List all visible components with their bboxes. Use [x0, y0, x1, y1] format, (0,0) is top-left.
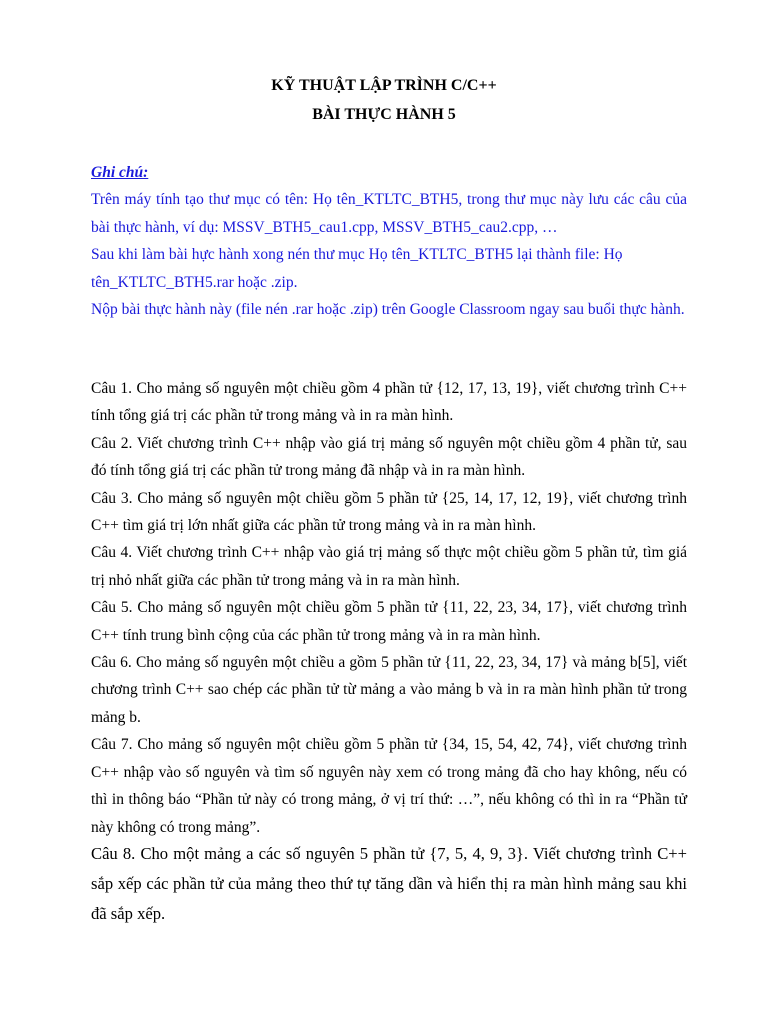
- document-title: KỸ THUẬT LẬP TRÌNH C/C++: [271, 77, 497, 94]
- document-subtitle: BÀI THỰC HÀNH 5: [312, 106, 456, 123]
- question-2: Câu 2. Viết chương trình C++ nhập vào giá trị mảng số nguyên một chiều gồm 4 phần tử, sau đó tính tổng giá trị các phần tử trong mảng đã nhập và in ra màn hình.: [91, 434, 687, 480]
- question-6: Câu 6. Cho mảng số nguyên một chiều a gồm 5 phần tử {11, 22, 23, 34, 17} và mảng b[5], viết chương trình C++ sao chép các phần tử từ mảng a vào mảng b và in ra màn hình phần tử trong mảng b.: [91, 654, 687, 726]
- note-paragraph-1: Trên máy tính tạo thư mục có tên: Họ tên_KTLTC_BTH5, trong thư mục này lưu các câu của bài thực hành, ví dụ: MSSV_BTH5_cau1.cpp, MSSV_BTH5_cau2.cpp, …: [91, 191, 687, 236]
- notes-heading: Ghi chú:: [91, 164, 149, 181]
- questions-list: [91, 375, 687, 841]
- question-3: Câu 3. Cho mảng số nguyên một chiều gồm 5 phần tử {25, 14, 17, 12, 19}, viết chương trình C++ tìm giá trị lớn nhất giữa các phần tử trong mảng và in ra màn hình.: [91, 489, 687, 535]
- question-4: Câu 4. Viết chương trình C++ nhập vào giá trị mảng số thực một chiều gồm 5 phần tử, tìm giá trị nhỏ nhất giữa các phần tử trong mảng và in ra màn hình.: [91, 544, 687, 589]
- question-7: Câu 7. Cho mảng số nguyên một chiều gồm 5 phần tử {34, 15, 54, 42, 74}, viết chương trình C++ nhập vào số nguyên và tìm số nguyên này xem có trong mảng đã cho hay không, nếu có thì in thông báo “Phần tử này có trong mảng, ở vị trí thứ: …”, nếu không có thì in ra “Phần tử này không có trong mảng”.: [91, 736, 687, 836]
- question-5: Câu 5. Cho mảng số nguyên một chiều gồm 5 phần tử {11, 22, 23, 34, 17}, viết chương trình C++ tính trung bình cộng của các phần tử trong mảng và in ra màn hình.: [91, 599, 687, 644]
- question-1: Câu 1. Cho mảng số nguyên một chiều gồm 4 phần tử {12, 17, 13, 19}, viết chương trình C++ tính tổng giá trị các phần tử trong mảng và in ra màn hình.: [91, 380, 687, 425]
- note-paragraph-3: Nộp bài thực hành này (file nén .rar hoặc .zip) trên Google Classroom ngay sau buổi thực hành.: [91, 301, 685, 319]
- question-8: Câu 8. Cho một mảng a các số nguyên 5 phần tử {7, 5, 4, 9, 3}. Viết chương trình C++ sắp xếp các phần tử của mảng theo thứ tự tăng dần và hiển thị ra màn hình mảng sau khi đã sắp xếp.: [91, 844, 687, 923]
- note-paragraph-2: Sau khi làm bài hực hành xong nén thư mục Họ tên_KTLTC_BTH5 lại thành file: Họ tên_KTLTC_BTH5.rar hoặc .zip.: [91, 246, 623, 291]
- notes-section: [91, 159, 687, 323]
